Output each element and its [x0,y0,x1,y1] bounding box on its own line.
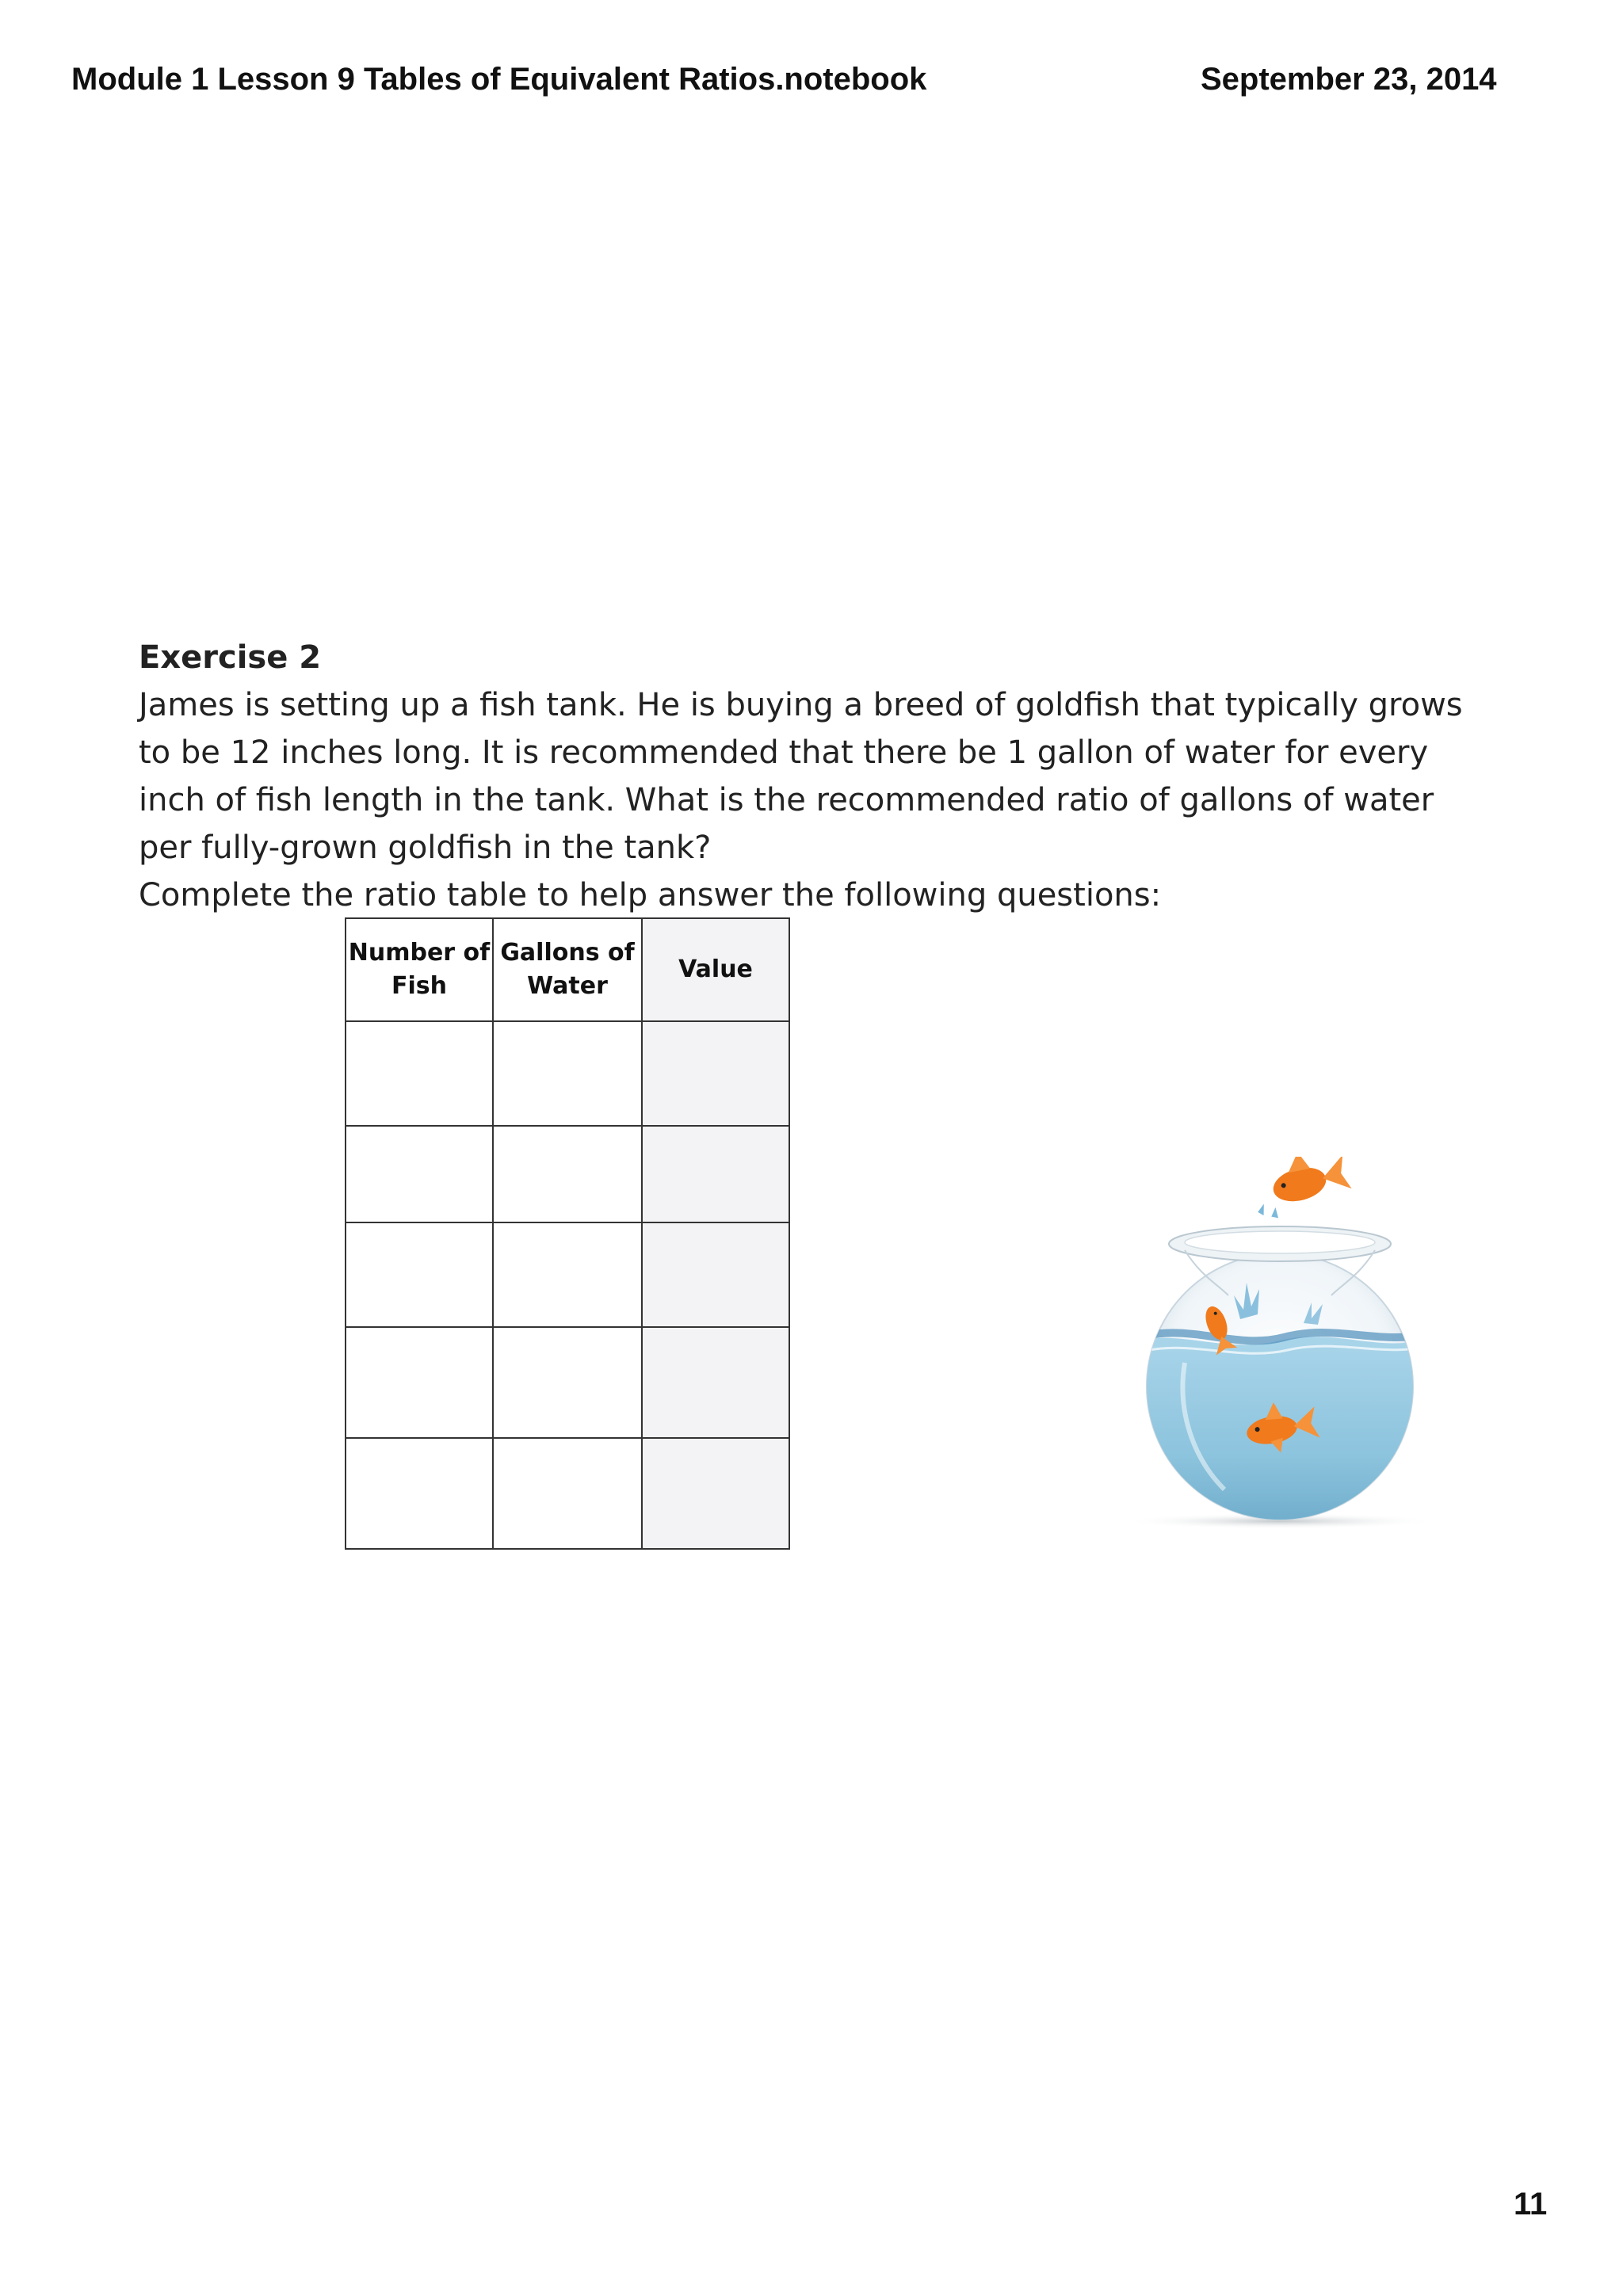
exercise-prompt: James is setting up a fish tank. He is buying a breed of goldfish that typically grows to be 12 inches long. It is recommended that there be 1 gallon of water for every inch of fish length in the tank. What is the recommended ratio of gallons of water per fully-grown goldfish in the tank? [139,687,1463,866]
header-number-of-fish: Number of Fish [346,918,493,1021]
cell-gallons-of-water[interactable] [493,1438,642,1549]
exercise-title: Exercise 2 [139,639,322,676]
cell-value[interactable] [642,1126,789,1222]
cell-value[interactable] [642,1327,789,1438]
cell-gallons-of-water[interactable] [493,1222,642,1327]
ratio-table-header-row [346,918,789,1021]
cell-number-of-fish[interactable] [346,1438,493,1549]
cell-number-of-fish[interactable] [346,1327,493,1438]
table-row [346,1438,789,1549]
header-value: Value [642,918,789,1021]
exercise-block [139,634,1486,919]
cell-number-of-fish[interactable] [346,1126,493,1222]
cell-value[interactable] [642,1438,789,1549]
cell-value[interactable] [642,1021,789,1126]
ratio-table [345,917,790,1550]
cell-number-of-fish[interactable] [346,1222,493,1327]
table-row [346,1021,789,1126]
table-row [346,1327,789,1438]
table-row [346,1126,789,1222]
page-number: 11 [1514,2187,1548,2222]
page-date: September 23, 2014 [1201,62,1497,97]
goldfish-bowl-icon [1098,1157,1462,1537]
exercise-instructions: Complete the ratio table to help answer the following questions: [139,877,1162,913]
cell-number-of-fish[interactable] [346,1021,493,1126]
header-gallons-of-water: Gallons of Water [493,918,642,1021]
table-row [346,1222,789,1327]
cell-value[interactable] [642,1222,789,1327]
notebook-title: Module 1 Lesson 9 Tables of Equivalent Ratios.notebook [71,62,927,97]
cell-gallons-of-water[interactable] [493,1126,642,1222]
cell-gallons-of-water[interactable] [493,1327,642,1438]
cell-gallons-of-water[interactable] [493,1021,642,1126]
